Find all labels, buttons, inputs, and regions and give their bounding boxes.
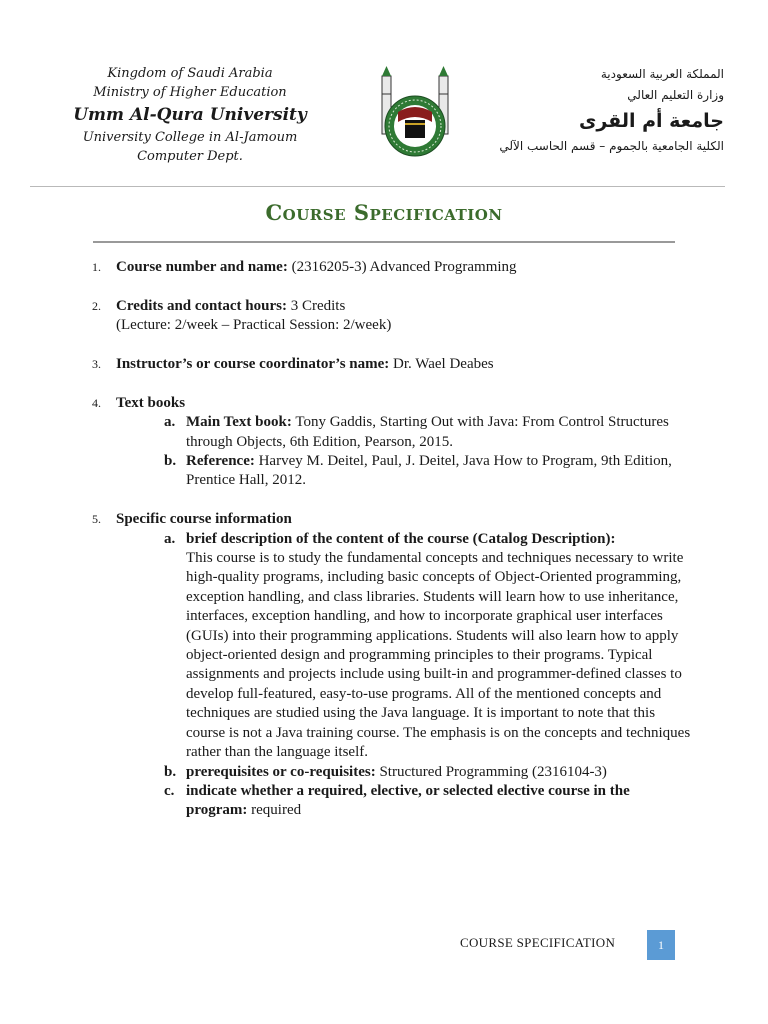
- list-item-credits: [92, 297, 692, 336]
- sub-item-reference: [116, 452, 692, 491]
- sub-item-value: required: [247, 802, 302, 819]
- sub-item-prerequisites: [116, 763, 692, 782]
- item-label: Text books: [116, 394, 186, 411]
- course-spec-list: [92, 258, 692, 840]
- item-label: Instructor’s or course coordinator’s name:: [116, 356, 390, 372]
- sub-item-label: prerequisites or co-requisites:: [186, 763, 376, 780]
- sub-item-label: Main Text book:: [186, 414, 292, 431]
- item-value: Dr. Wael Deabes: [389, 356, 494, 372]
- college-line: University College in Al-Jamoum: [82, 130, 298, 145]
- item-value: (2316205-3) Advanced Programming: [287, 259, 517, 275]
- list-item-course-info: [92, 510, 692, 821]
- list-item-course-number: [92, 258, 692, 277]
- item-label: Credits and contact hours:: [116, 297, 287, 314]
- sub-item-label: brief description of the content of the course (Catalog Description):: [186, 530, 616, 547]
- sub-item-value: Tony Gaddis, Starting Out with Java: From Control Structures through Objects, 6th Edition, Pearson, 2015.: [186, 414, 669, 450]
- list-item-instructor: [92, 355, 692, 374]
- title-underline: [93, 241, 675, 243]
- sub-item-letter: a.: [164, 530, 176, 547]
- ministry-line: Ministry of Higher Education: [93, 85, 287, 100]
- catalog-description-text: This course is to study the fundamental concepts and techniques necessary to write high-quality programs, including basic concepts of Object-Oriented programming, exception handling, and class libraries. Students will learn how to use inheritance, interfaces, exception handling, and how to incorporate graphical user interfaces (GUIs) into their programming applications. Students will also learn how to apply object-oriented design and programming principles to their programs. Typical assignments and projects include using built-in and programmer-defined classes to develop full-featured, easy-to-use programs. All of the mentioned concepts and techniques are studied using the Java language. It is important to note that this course is not a Java training course. The emphasis is on the concepts and techniques rather than the language itself.: [186, 550, 691, 761]
- sub-item-catalog-description: [116, 530, 692, 763]
- sub-item-letter: b.: [164, 453, 177, 470]
- item-value: 3 Credits: [286, 297, 346, 314]
- university-logo: [376, 64, 454, 160]
- kingdom-line: Kingdom of Saudi Arabia: [107, 66, 273, 81]
- dept-line: Computer Dept.: [137, 149, 243, 164]
- item-label: Specific course information: [116, 511, 292, 528]
- item-number: 1.: [92, 260, 101, 274]
- list-item-text-books: [92, 394, 692, 491]
- contact-hours: (Lecture: 2/week – Practical Session: 2/week): [116, 317, 392, 334]
- university-logo-icon: [376, 64, 454, 160]
- sub-item-letter: c.: [164, 782, 175, 799]
- item-label: Course number and name:: [116, 259, 288, 275]
- footer-title: COURSE SPECIFICATION: [460, 935, 616, 950]
- arabic-kingdom-line: المملكة العربية السعودية: [600, 67, 724, 81]
- header-arabic: [464, 64, 724, 157]
- header-divider: [30, 186, 725, 187]
- item-number: 3.: [92, 357, 101, 371]
- page-number: 1: [647, 930, 675, 960]
- page-title: Course Specification: [265, 200, 503, 225]
- sub-item-letter: b.: [164, 763, 177, 780]
- university-name: Umm Al-Qura University: [73, 105, 307, 125]
- header-english: [40, 64, 340, 166]
- sub-item-main-text-book: [116, 413, 692, 452]
- item-number: 4.: [92, 395, 101, 410]
- sub-item-value: Harvey M. Deitel, Paul, J. Deitel, Java How to Program, 9th Edition, Prentice Hall, 2012.: [186, 453, 672, 489]
- sub-item-letter: a.: [164, 414, 176, 431]
- sub-item-label: Reference:: [186, 453, 255, 470]
- sub-item-course-type: [116, 782, 692, 821]
- item-number: 2.: [92, 298, 101, 313]
- arabic-ministry-line: وزارة التعليم العالي: [627, 88, 724, 102]
- arabic-university-name: جامعة أم القرى: [578, 110, 724, 132]
- arabic-college-line: الكلية الجامعية بالجموم – قسم الحاسب الآلي: [499, 139, 724, 153]
- sub-item-label: indicate whether a required, elective, or selected elective course in the program:: [186, 782, 630, 819]
- sub-item-value: Structured Programming (2316104-3): [375, 763, 607, 780]
- item-number: 5.: [92, 512, 101, 527]
